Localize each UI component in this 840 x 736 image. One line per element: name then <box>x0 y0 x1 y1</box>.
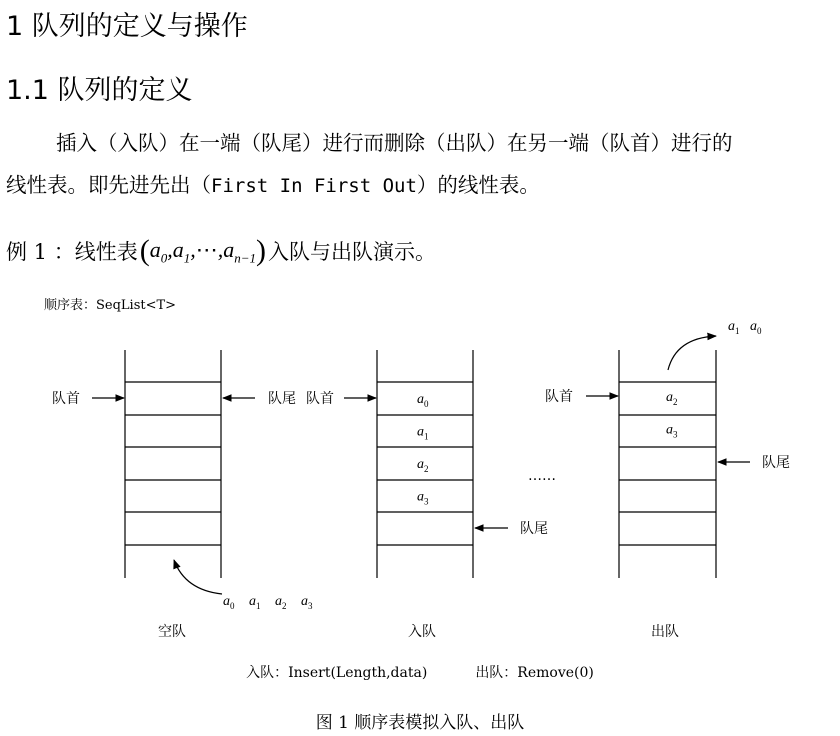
sequence-formula: $(a_0,a_1,\cdots,a_{n-1})$ <box>139 234 266 267</box>
removed-item: $a_0$ <box>750 319 762 336</box>
pending-item: $a_3$ <box>301 594 313 611</box>
front-label-empty: 队首 <box>52 391 80 407</box>
section-heading: 1 队列的定义与操作 <box>6 11 248 42</box>
rear-label-enqueue: 队尾 <box>520 521 548 537</box>
dequeue-cell-value: $a_3$ <box>666 422 678 440</box>
definition-line-1: 插入（入队）在一端（队尾）进行而删除（出队）在另一端（队首）进行的 <box>56 131 733 155</box>
enqueue-curve-arrow <box>174 560 222 594</box>
definition-text-end: ）的线性表。 <box>416 173 540 197</box>
definition-text: 线性表。即先进先出（ <box>6 173 211 197</box>
enqueue-panel-title: 入队 <box>408 624 436 640</box>
front-label-enqueue: 队首 <box>306 391 334 407</box>
dequeue-cell-value: $a_2$ <box>666 390 678 407</box>
dequeue-panel-title: 出队 <box>651 624 679 640</box>
dequeue-panel <box>619 350 716 578</box>
ellipsis-dots: …… <box>528 468 556 484</box>
figure-caption: 图 1 顺序表模拟入队、出队 <box>315 713 525 733</box>
pending-item: $a_1$ <box>249 594 261 611</box>
removed-items <box>728 319 762 336</box>
enqueue-cells <box>417 392 429 507</box>
removed-item: $a_1$ <box>728 319 740 336</box>
enqueue-cell-value: $a_2$ <box>417 457 429 474</box>
enqueue-cell-value: $a_1$ <box>417 424 429 442</box>
pending-item: $a_2$ <box>275 594 287 611</box>
pending-items <box>223 594 313 611</box>
subsection-heading: 1.1 队列的定义 <box>6 75 193 106</box>
pending-item: $a_0$ <box>223 594 235 611</box>
example-suffix: 入队与出队演示。 <box>268 240 436 264</box>
rear-label-empty: 队尾 <box>268 391 296 407</box>
rear-label-dequeue: 队尾 <box>762 455 790 471</box>
fifo-term: First In First Out <box>211 175 417 197</box>
dequeue-operation: 出队：Remove(0) <box>475 665 594 681</box>
operations-line <box>0 662 840 682</box>
front-label-dequeue: 队首 <box>545 389 573 405</box>
dequeue-curve-arrow <box>668 336 716 370</box>
enqueue-operation: 入队：Insert(Length,data) <box>246 665 428 681</box>
empty-queue-panel <box>125 350 221 578</box>
enqueue-cell-value: $a_3$ <box>417 489 429 507</box>
empty-panel-title: 空队 <box>158 624 186 640</box>
diagram-header: 顺序表：SeqList<T> <box>44 298 177 313</box>
enqueue-cell-value: $a_0$ <box>417 392 429 409</box>
example-label: 例 1 ：线性表 <box>6 240 138 264</box>
